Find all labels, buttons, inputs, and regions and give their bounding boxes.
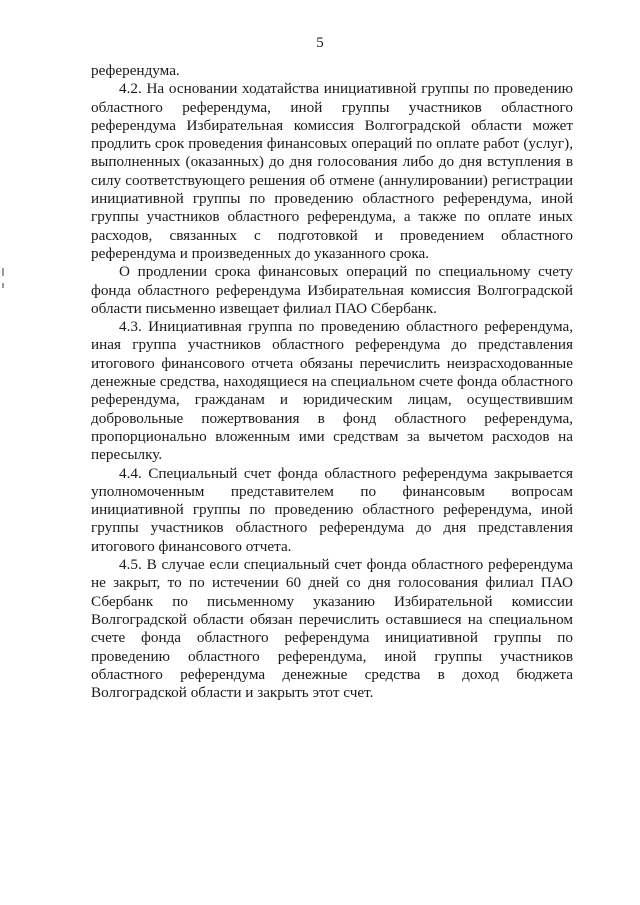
scan-margin-mark [2,268,4,276]
paragraph-4-5: 4.5. В случае если специальный счет фонда областного референдума не закрыт, то по истечении 60 дней со дня голосования филиал ПАО Сбербанк по письменному указанию Избирательной комиссии Волгоградской области обязан перечислить оставшиеся на специальном счете фонда областного референдума инициативной группы по проведению областного референдума, иной группы участников областного референдума денежные средства в доход бюджета Волгоградской области и закрыть этот счет. [91,556,573,702]
paragraph-4-3: 4.3. Инициативная группа по проведению областного референдума, иная группа участников областного референдума до представления итогового финансового отчета обязаны перечислить неизрасходованные денежные средства, находящиеся на специальном счете фонда областного референдума, гражданам и юридическим лицам, осуществившим добровольные пожертвования в фонд областного референдума, пропорционально вложенным ими средствам за вычетом расходов на пересылку. [91,318,573,464]
paragraph-4-4: 4.4. Специальный счет фонда областного референдума закрывается уполномоченным представителем по финансовым вопросам инициативной группы по проведению областного референдума, иной группы участников областного референдума до дня представления итогового финансового отчета. [91,464,573,555]
scan-margin-mark [2,283,4,288]
document-body [91,62,573,702]
paragraph-4-2: 4.2. На основании ходатайства инициативной группы по проведению областного референдума, иной группы участников областного референдума Избирательная комиссия Волгоградской области может продлить срок проведения финансовых операций по оплате работ (услуг), выполненных (оказанных) до дня голосования либо до дня вступления в силу соответствующего решения об отмене (аннулировании) регистрации инициативной группы по проведению областного референдума, иной группы участников областного референдума, а также по оплате иных расходов, связанных с подготовкой и проведением областного референдума и произведенных до указанного срока. [91,80,573,262]
paragraph-4-2-extension-notice: О продлении срока финансовых операций по специальному счету фонда областного референдума Избирательная комиссия Волгоградской области письменно извещает филиал ПАО Сбербанк. [91,263,573,317]
page-number: 5 [316,35,324,51]
paragraph-continuation: референдума. [91,62,180,79]
